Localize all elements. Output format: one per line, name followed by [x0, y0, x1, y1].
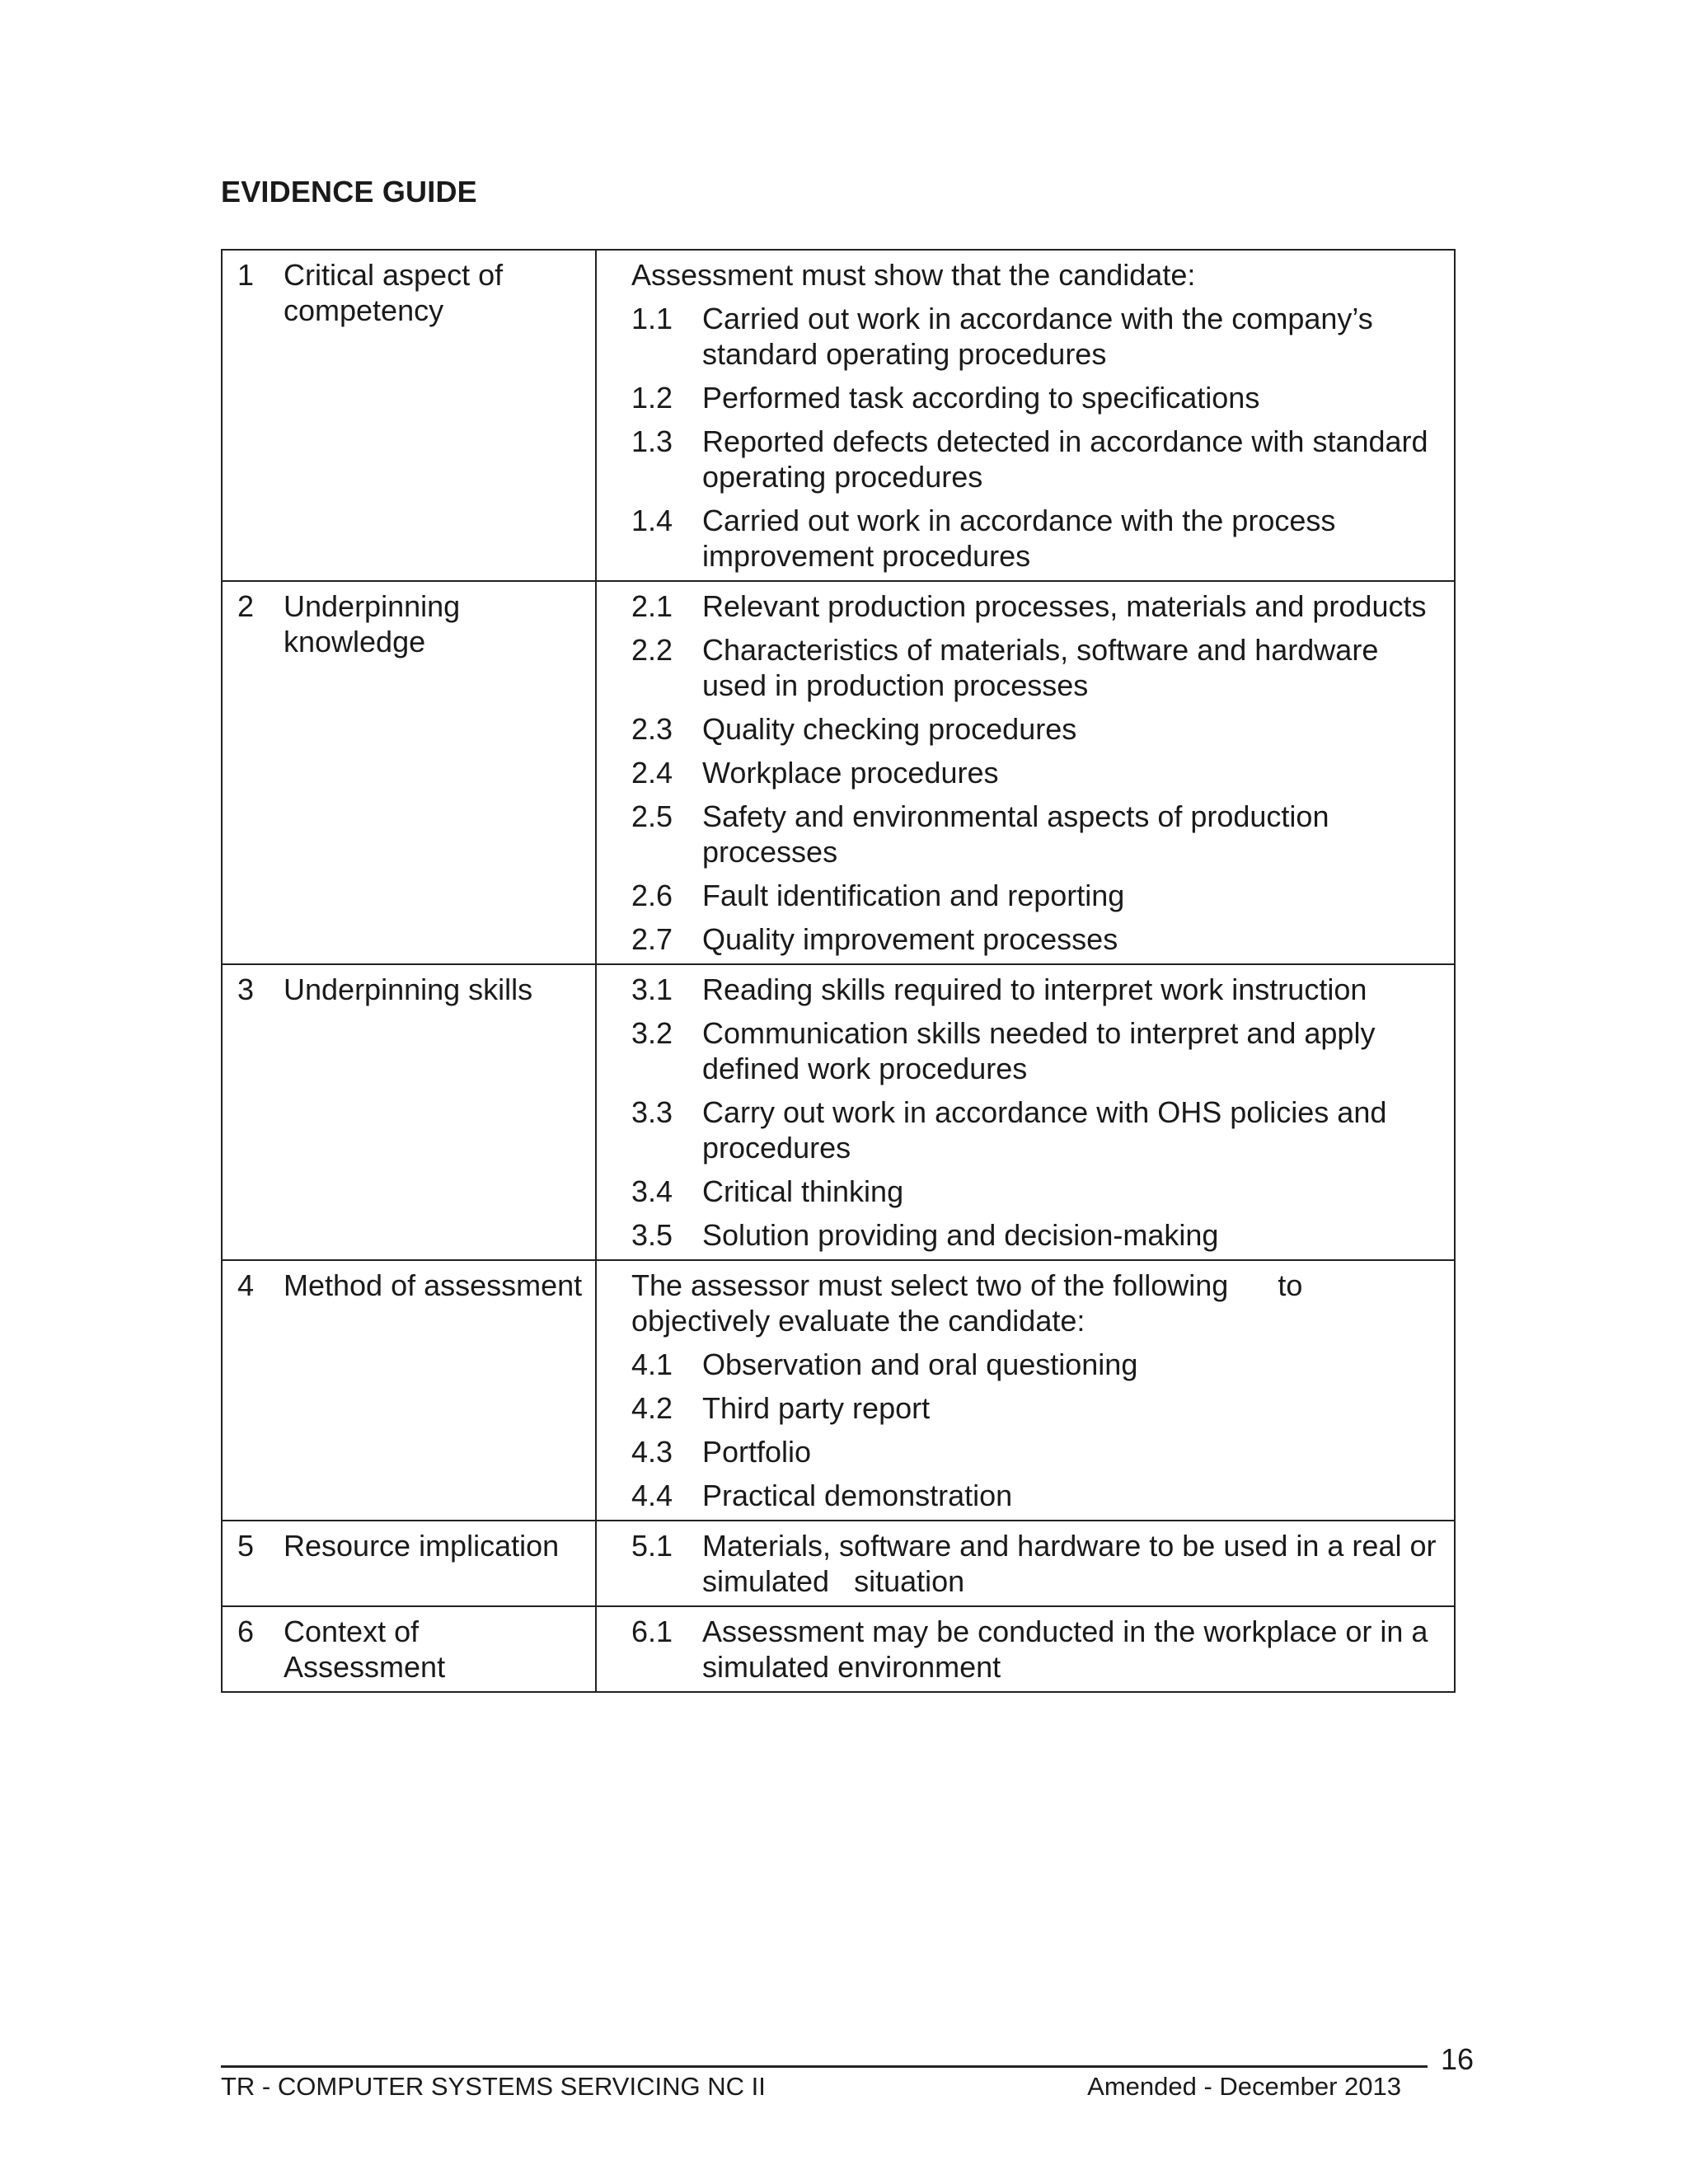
- item-number: 3.3: [631, 1095, 673, 1129]
- item-text: Reading skills required to interpret work instruction: [702, 972, 1367, 1006]
- list-item: [631, 711, 1442, 747]
- list-item: [631, 1094, 1442, 1165]
- list-item: [631, 799, 1442, 869]
- section-label: Context of Assessment: [284, 1615, 446, 1684]
- section-label-cell: [222, 1606, 596, 1692]
- section-label-cell: [222, 250, 596, 581]
- item-number: 1.1: [631, 302, 673, 335]
- section-number: 4: [237, 1268, 255, 1302]
- list-item: [631, 632, 1442, 703]
- section-content-cell: [596, 1521, 1455, 1606]
- section-intro: The assessor must select two of the following to objectively evaluate the candidate:: [631, 1268, 1311, 1338]
- item-text: Carry out work in accordance with OHS policies and procedures: [702, 1095, 1395, 1165]
- item-text: Reported defects detected in accordance with standard operating procedures: [702, 424, 1437, 494]
- footer-rule: [221, 2065, 1428, 2068]
- section-label: Resource implication: [284, 1529, 560, 1563]
- item-text: Relevant production processes, materials and products: [702, 589, 1427, 623]
- section-number: 6: [237, 1615, 255, 1648]
- section-label: Critical aspect of competency: [284, 258, 504, 327]
- item-text: Performed task according to specifications: [702, 381, 1260, 415]
- item-number: 2.3: [631, 712, 673, 746]
- item-text: Carried out work in accordance with the company’s standard operating procedures: [702, 302, 1381, 371]
- section-number: 2: [237, 589, 255, 623]
- item-number: 4.1: [631, 1347, 673, 1381]
- item-text: Fault identification and reporting: [702, 879, 1125, 912]
- item-number: 2.4: [631, 756, 673, 790]
- section-label-cell: [222, 1521, 596, 1606]
- item-text: Carried out work in accordance with the process improvement procedures: [702, 504, 1344, 573]
- list-item: [631, 755, 1442, 790]
- evidence-guide-table: [221, 249, 1456, 1693]
- list-item: [631, 1614, 1442, 1685]
- item-text: Solution providing and decision-making: [702, 1218, 1219, 1252]
- evidence-section-row: [222, 964, 1455, 1260]
- item-number: 2.7: [631, 922, 673, 956]
- item-text: Third party report: [702, 1391, 931, 1425]
- item-text: Portfolio: [702, 1435, 812, 1469]
- list-item: [631, 1478, 1442, 1513]
- item-text: Quality improvement processes: [702, 922, 1118, 956]
- list-item: [631, 380, 1442, 415]
- list-item: [631, 588, 1442, 624]
- list-item: [631, 1174, 1442, 1209]
- item-number: 2.6: [631, 879, 673, 912]
- section-number: 3: [237, 972, 255, 1006]
- list-item: [631, 972, 1442, 1007]
- list-item: [631, 1217, 1442, 1253]
- evidence-section-row: [222, 1606, 1455, 1692]
- item-number: 3.5: [631, 1218, 673, 1252]
- footer-document-title: TR - COMPUTER SYSTEMS SERVICING NC II: [221, 2072, 766, 2101]
- item-number: 1.4: [631, 504, 673, 537]
- item-text: Characteristics of materials, software and hardware used in production processes: [702, 633, 1387, 702]
- evidence-guide-body: [222, 250, 1455, 1692]
- evidence-section-row: [222, 250, 1455, 581]
- section-label: Underpinning skills: [284, 972, 533, 1006]
- section-heading: [237, 1528, 587, 1563]
- item-number: 2.2: [631, 633, 673, 667]
- section-heading: [237, 257, 587, 328]
- evidence-section-row: [222, 1521, 1455, 1606]
- item-text: Workplace procedures: [702, 756, 999, 790]
- list-item: [631, 503, 1442, 574]
- list-item: [631, 1528, 1445, 1599]
- item-text: Practical demonstration: [702, 1479, 1013, 1512]
- item-text: Quality checking procedures: [702, 712, 1077, 746]
- section-label-cell: [222, 964, 596, 1260]
- item-text: Critical thinking: [702, 1174, 904, 1208]
- item-number: 2.5: [631, 799, 673, 833]
- section-content-cell: [596, 964, 1455, 1260]
- section-heading: [237, 972, 587, 1007]
- list-item: [631, 301, 1442, 372]
- section-number: 5: [237, 1529, 255, 1563]
- item-number: 3.1: [631, 972, 673, 1006]
- section-label-cell: [222, 581, 596, 964]
- list-item: [631, 921, 1442, 957]
- section-label: Underpinning knowledge: [284, 589, 461, 658]
- footer-amended-date: Amended - December 2013: [1087, 2072, 1401, 2101]
- item-number: 3.2: [631, 1016, 673, 1050]
- item-text: Assessment may be conducted in the workplace or in a simulated environment: [702, 1615, 1437, 1684]
- evidence-section-row: [222, 1260, 1455, 1521]
- item-text: Observation and oral questioning: [702, 1347, 1138, 1381]
- list-item: [631, 1390, 1442, 1426]
- section-content-cell: [596, 1260, 1455, 1521]
- item-number: 2.1: [631, 589, 673, 623]
- section-label: Method of assessment: [284, 1268, 583, 1302]
- evidence-section-row: [222, 581, 1455, 964]
- item-text: Communication skills needed to interpret and apply defined work procedures: [702, 1016, 1384, 1085]
- item-number: 5.1: [631, 1529, 673, 1563]
- section-content-cell: [596, 250, 1455, 581]
- item-number: 1.2: [631, 381, 673, 415]
- section-heading: [237, 588, 587, 659]
- section-number: 1: [237, 258, 255, 292]
- item-number: 6.1: [631, 1615, 673, 1648]
- page-heading: EVIDENCE GUIDE: [221, 175, 477, 209]
- list-item: [631, 878, 1442, 913]
- item-text: Materials, software and hardware to be used in a real or simulated situation: [702, 1529, 1445, 1598]
- section-intro: Assessment must show that the candidate:: [631, 258, 1196, 292]
- list-item: [631, 1347, 1442, 1382]
- list-item: [631, 1015, 1442, 1086]
- page-number: 16: [1441, 2042, 1475, 2076]
- section-label-cell: [222, 1260, 596, 1521]
- item-number: 1.3: [631, 424, 673, 458]
- section-heading: [237, 1268, 587, 1303]
- item-number: 4.3: [631, 1435, 673, 1469]
- list-item: [631, 424, 1442, 494]
- section-heading: [237, 1614, 587, 1685]
- list-item: [631, 1434, 1442, 1469]
- item-number: 4.2: [631, 1391, 673, 1425]
- item-text: Safety and environmental aspects of production processes: [702, 799, 1338, 869]
- item-number: 3.4: [631, 1174, 673, 1208]
- section-content-cell: [596, 581, 1455, 964]
- section-content-cell: [596, 1606, 1455, 1692]
- item-number: 4.4: [631, 1479, 673, 1512]
